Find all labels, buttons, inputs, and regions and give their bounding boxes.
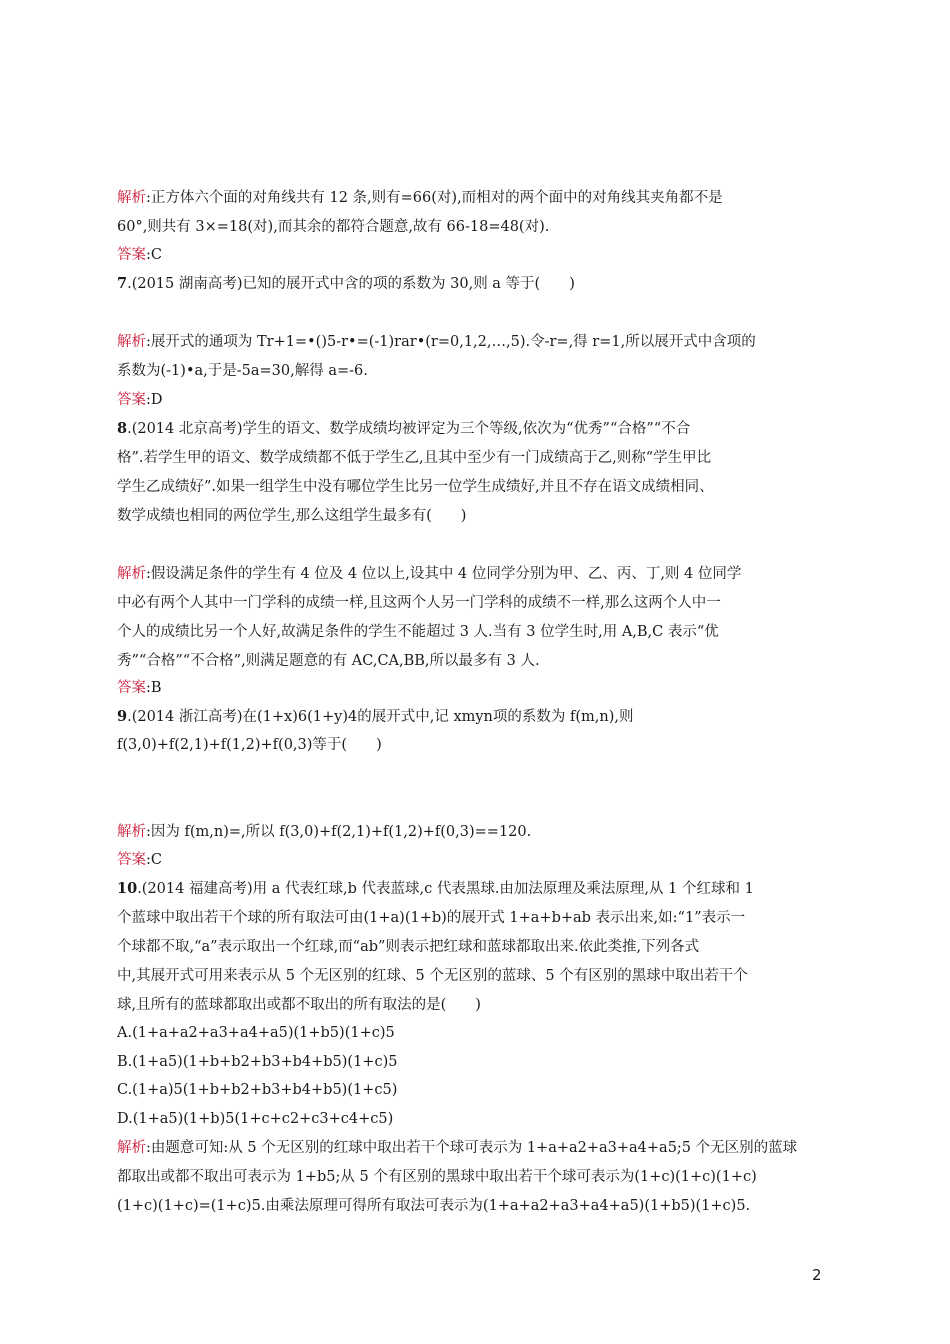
q8-stem [117,419,837,439]
analysis-label: 解析 [117,824,146,840]
q8-analysis-line: 秀”“合格”“不合格”,则满足题意的有 AC,CA,BB,所以最多有 3 人. [117,653,540,669]
q10-stem-line: 个蓝球中取出若干个球的所有取法可由(1+a)(1+b)的展开式 1+a+b+ab 表示出来,如:“1”表示一 [117,910,746,926]
q8-analysis-line [117,564,837,584]
q8-stem-line: 学生乙成绩好”.如果一组学生中没有哪位学生比另一位学生成绩好,并且不存在语文成绩相同、 [117,479,714,495]
q8-stem-line: 数学成绩也相同的两位学生,那么这组学生最多有( ) [117,508,467,524]
analysis-text: :假设满足条件的学生有 4 位及 4 位以上,设其中 4 位同学分别为甲、乙、丙、丁,则 4 位同学 [146,566,742,582]
question-text: .(2014 浙江高考)在(1+x)6(1+y)4的展开式中,记 xmyn项的系数为 f(m,n),则 [127,709,634,725]
analysis-text: :展开式的通项为 Tr+1=•()5-r•=(-1)rar•(r=0,1,2,…,5).令-r=,得 r=1,所以展开式中含项的 [146,334,756,350]
answer-label: 答案 [117,247,146,263]
question-number: 8 [117,420,128,437]
analysis-text: :正方体六个面的对角线共有 12 条,则有=66(对),而相对的两个面中的对角线其夹角都不是 [146,190,723,206]
q9-stem-line: f(3,0)+f(2,1)+f(1,2)+f(0,3)等于( ) [117,737,382,753]
q10-analysis-line: 都取出或都不取出可表示为 1+b5;从 5 个有区别的黑球中取出若干个球可表示为(1+c)(1+c)(1+c) [117,1169,757,1185]
question-number: 9 [117,708,128,725]
q7-answer-line [117,390,837,410]
question-text: .(2015 湖南高考)已知的展开式中含的项的系数为 30,则 a 等于( ) [127,276,575,292]
answer-label: 答案 [117,392,146,408]
q10-analysis-line: (1+c)(1+c)=(1+c)5.由乘法原理可得所有取法可表示为(1+a+a2+a3+a4+a5)(1+b5)(1+c)5. [117,1198,751,1214]
answer-text: :D [146,392,163,408]
q6-analysis-line [117,188,837,208]
answer-text: :C [146,247,162,263]
q9-stem [117,707,837,727]
question-text: .(2014 北京高考)学生的语文、数学成绩均被评定为三个等级,依次为“优秀”“合格”“不合 [127,421,691,437]
answer-text: :B [146,680,162,696]
q6-analysis-line: 60°,则共有 3×=18(对),而其余的都符合题意,故有 66-18=48(对). [117,219,550,235]
analysis-text: :因为 f(m,n)=,所以 f(3,0)+f(2,1)+f(1,2)+f(0,3)==120. [146,824,532,840]
q6-answer-line [117,245,837,265]
q10-stem [117,879,837,899]
page-number: 2 [812,1266,822,1284]
q9-answer-line [117,850,837,870]
q10-analysis-line [117,1138,837,1158]
answer-text: :C [146,852,162,868]
analysis-label: 解析 [117,190,146,206]
answer-label: 答案 [117,852,146,868]
q7-analysis-line [117,332,837,352]
answer-label: 答案 [117,680,146,696]
q9-analysis-line [117,822,837,842]
question-number: 7 [117,275,128,292]
q10-stem-line: 中,其展开式可用来表示从 5 个无区别的红球、5 个无区别的蓝球、5 个有区别的黑球中取出若干个 [117,968,748,984]
q10-stem-line: 球,且所有的蓝球都取出或都不取出的所有取法的是( ) [117,997,481,1013]
q10-option-d: D.(1+a5)(1+b)5(1+c+c2+c3+c4+c5) [117,1111,394,1127]
q8-analysis-line: 个人的成绩比另一个人好,故满足条件的学生不能超过 3 人.当有 3 位学生时,用 A,B,C 表示“优 [117,624,719,640]
analysis-label: 解析 [117,566,146,582]
q8-stem-line: 格”.若学生甲的语文、数学成绩都不低于学生乙,且其中至少有一门成绩高于乙,则称“学生甲比 [117,450,712,466]
question-text: .(2014 福建高考)用 a 代表红球,b 代表蓝球,c 代表黑球.由加法原理及乘法原理,从 1 个红球和 1 [137,881,754,897]
q10-option-c: C.(1+a)5(1+b+b2+b3+b4+b5)(1+c5) [117,1082,398,1098]
analysis-label: 解析 [117,1140,146,1156]
analysis-text: :由题意可知:从 5 个无区别的红球中取出若干个球可表示为 1+a+a2+a3+a4+a5;5 个无区别的蓝球 [146,1140,798,1156]
analysis-label: 解析 [117,334,146,350]
q8-analysis-line: 中必有两个人其中一门学科的成绩一样,且这两个人另一门学科的成绩不一样,那么这两个人中一 [117,595,721,611]
q7-stem [117,274,837,294]
q10-option-b: B.(1+a5)(1+b+b2+b3+b4+b5)(1+c)5 [117,1054,398,1070]
q7-analysis-line: 系数为(-1)•a,于是-5a=30,解得 a=-6. [117,363,368,379]
q10-stem-line: 个球都不取,“a”表示取出一个红球,而“ab”则表示把红球和蓝球都取出来.依此类推,下列各式 [117,939,700,955]
q10-option-a: A.(1+a+a2+a3+a4+a5)(1+b5)(1+c)5 [117,1025,395,1041]
question-number: 10 [117,880,138,897]
q8-answer-line [117,678,837,698]
